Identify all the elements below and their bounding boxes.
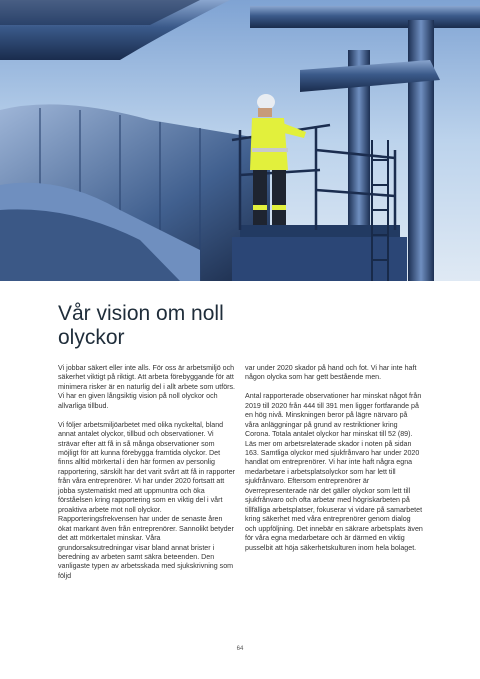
left-text-column [58,364,236,591]
paragraph: Vi följer arbetsmiljöarbetet med olika nyckeltal, bland annat antalet olyckor, tillbud och observationer. Vi strävar efter att få in så många observationer som möjligt för att kunna förebygga framtida olyckor. Det finns alltid mörkertal i den här formen av personlig rapportering, särskilt har det varit svårt att få in rapporter från våra entreprenörer. Vi har under 2020 fortsatt att jobba systematiskt med att uppmuntra och öka förståelsen kring rapportering som en viktig del i vårt proaktiva arbete mot noll olyckor. Rapporteringsfrekvensen har under de senaste åren ökat markant även från entreprenörer. Sannolikt betyder det att mörkertalet minskar. Våra grundorsaksutredningar visar bland annat brister i beredning av arbeten samt säkra beteenden. Den vanligaste typen av arbetsskada med sjukskrivning som följd [58,420,236,580]
page-number: 64 [236,646,244,652]
hero-photo [0,0,480,281]
page-title: Vår vision om noll olyckor [58,302,224,349]
paragraph: Antal rapporterade observationer har minskat något från 2019 till 2020 från 444 till 391 men ligger fortfarande på en hög nivå. Minskningen beror på lägre närvaro på våra anläggningar på grund av restriktioner kring Corona. Totala antalet olyckor har minskat till 52 (89). Läs mer om arbetsrelaterade skador i noten på sidan 163. Samtliga olyckor med sjukfrånvaro har under 2020 handlat om entreprenörer. Vi har inte haft några egna medarbetare i arbetsplatsolyckor som har lett till sjukfrånvaro. Eftersom entreprenörer är överrepresenterade när det gäller olyckor som lett till sjukfrånvaro och ofta arbetar med högriskarbeten på tillfälliga arbetsplatser, fokuserar vi vidare på samarbetet kring säkerhet med våra entreprenörer genom dialog och uppföljning. Det innebär en säkrare arbetsplats även för våra egna medarbetare och är därmed en viktig pusselbit att höja säkerhetskulturen inom hela bolaget. [245,392,423,552]
worker-on-platform-photo [0,0,480,281]
paragraph: var under 2020 skador på hand och fot. Vi har inte haft någon olycka som har gett bestående men. [245,364,417,382]
right-text-column [245,364,423,562]
paragraph: Vi jobbar säkert eller inte alls. För oss är arbetsmiljö och säkerhet viktigt på riktigt. Att arbeta förebyggande för att minimera risker är en naturlig del i allt arbete som utförs. Vi har en given långsiktig vision på noll olyckor och allvarliga tillbud. [58,364,236,410]
